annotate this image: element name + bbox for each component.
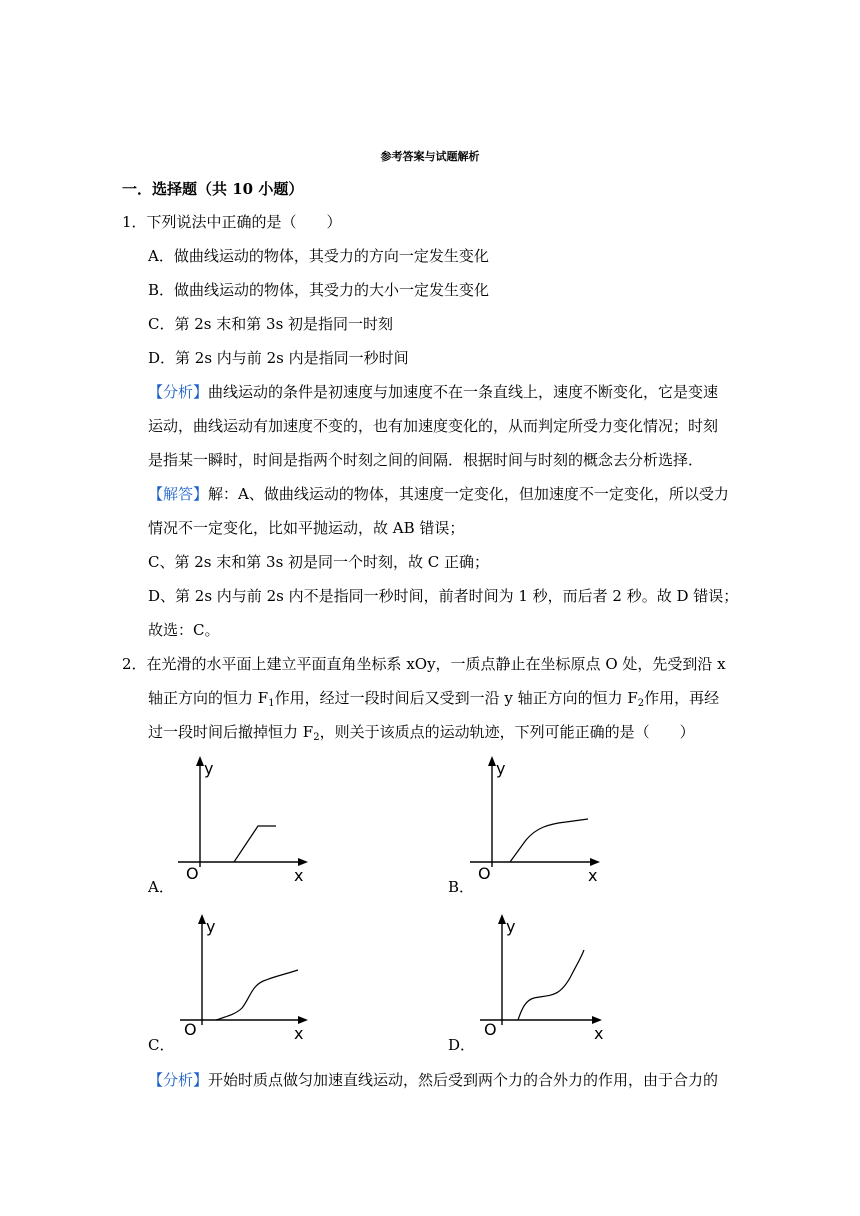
- graph-b-origin-label: O: [478, 864, 491, 883]
- section-heading: 一．选择题（共 10 小题）: [122, 180, 304, 198]
- graph-d-origin-label: O: [484, 1020, 497, 1039]
- graph-b-y-label: y: [496, 759, 506, 778]
- graph-a-x-label: x: [294, 866, 304, 885]
- q2-stem-line-3: [148, 722, 695, 742]
- graph-b-x-label: x: [588, 866, 598, 885]
- graph-d-y-label: y: [506, 917, 516, 936]
- q1-analysis-line-3: 是指某一瞬时，时间是指两个时刻之间的间隔．根据时间与时刻的概念去分析选择．: [148, 451, 704, 469]
- graph-option-a: [170, 752, 320, 892]
- graph-c-y-label: y: [206, 917, 216, 936]
- q1-option-a: A．做曲线运动的物体，其受力的方向一定发生变化: [148, 247, 489, 265]
- q2-analysis-line-1: [148, 1070, 718, 1090]
- q2-stem-line-2-c: 作用，再经: [644, 689, 720, 707]
- q1-analysis-line-1: [148, 382, 718, 402]
- q1-answer-line-2: 情况不一定变化，比如平抛运动，故 AB 错误；: [148, 519, 465, 537]
- option-a-label: A．: [148, 878, 174, 896]
- option-d-label: D．: [448, 1036, 476, 1054]
- q1-analysis-tag: 【分析】: [148, 383, 209, 401]
- q1-option-d: D．第 2s 内与前 2s 内是指同一秒时间: [148, 349, 409, 367]
- q1-stem: 1．下列说法中正确的是（ ）: [122, 213, 342, 231]
- q1-answer-line-5: 故选：C。: [148, 621, 220, 639]
- graph-a-y-label: y: [204, 759, 214, 778]
- q1-answer-line-3: C、第 2s 末和第 3s 初是同一个时刻，故 C 正确；: [148, 553, 490, 571]
- q2-stem-line-1: 2．在光滑的水平面上建立平面直角坐标系 xOy，一质点静止在坐标原点 O 处，先受到沿 x: [122, 655, 726, 673]
- q2-stem-line-2: [148, 688, 719, 708]
- q2-f2-subscript: 2: [637, 698, 645, 709]
- option-c-label: C．: [148, 1036, 175, 1054]
- q2-analysis-text: 开始时质点做匀加速直线运动，然后受到两个力的合外力的作用，由于合力的: [208, 1071, 719, 1089]
- q2-stem-line-3-b: ，则关于该质点的运动轨迹，下列可能正确的是（ ）: [319, 723, 695, 741]
- q2-stem-line-2-a: 轴正方向的恒力 F: [148, 689, 269, 707]
- graph-option-d: [472, 910, 622, 1050]
- q1-answer-line-4: D、第 2s 内与前 2s 内不是指同一秒时间，前者时间为 1 秒，而后者 2 秒。故 D 错误；: [148, 587, 739, 605]
- q1-answer-line-1: [148, 484, 729, 504]
- page-title: 参考答案与试题解析: [380, 150, 480, 163]
- graph-option-c: [172, 910, 322, 1050]
- q2-stem-line-2-b: 作用，经过一段时间后又受到一沿 y 轴正方向的恒力 F: [274, 689, 638, 707]
- q2-f2-subscript-2: 2: [313, 732, 320, 743]
- q2-f1-subscript: 1: [268, 698, 275, 709]
- q1-analysis-text-1: 曲线运动的条件是初速度与加速度不在一条直线上，速度不断变化，它是变速: [208, 383, 719, 401]
- graph-c-origin-label: O: [184, 1020, 197, 1039]
- q2-analysis-tag: 【分析】: [148, 1071, 209, 1089]
- q1-answer-text-1: 解：A、做曲线运动的物体，其速度一定变化，但加速度不一定变化，所以受力: [208, 485, 729, 503]
- q1-option-c: C．第 2s 末和第 3s 初是指同一时刻: [148, 315, 394, 333]
- option-b-label: B．: [448, 878, 475, 896]
- q2-stem-line-3-a: 过一段时间后撤掉恒力 F: [148, 723, 314, 741]
- graph-d-x-label: x: [594, 1024, 604, 1043]
- q1-answer-tag: 【解答】: [148, 485, 209, 503]
- graph-a-origin-label: O: [186, 864, 199, 883]
- q1-analysis-line-2: 运动，曲线运动有加速度不变的，也有加速度变化的，从而判定所受力变化情况；时刻: [148, 417, 719, 435]
- q1-option-b: B．做曲线运动的物体，其受力的大小一定发生变化: [148, 281, 490, 299]
- graph-option-b: [462, 752, 612, 892]
- graph-c-x-label: x: [294, 1024, 304, 1043]
